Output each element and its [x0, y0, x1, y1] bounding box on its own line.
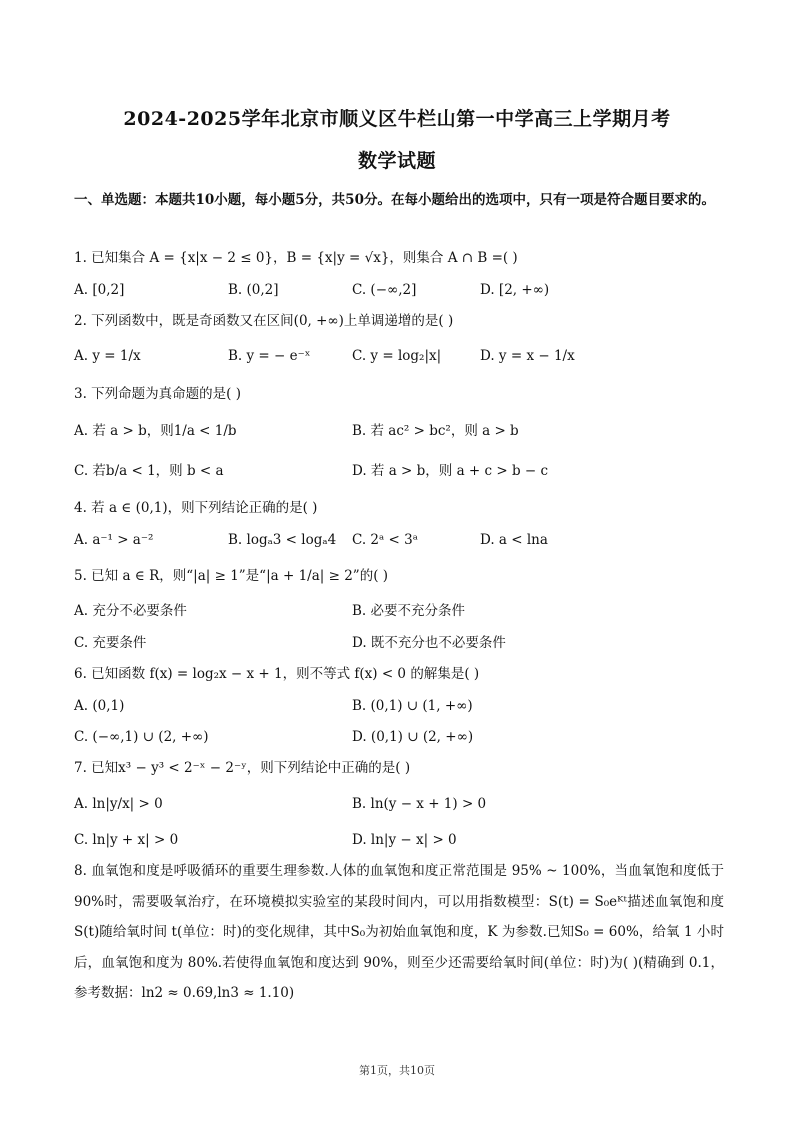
question-7-stem: 7. 已知x³ − y³ < 2⁻ˣ − 2⁻ʸ，则下列结论中正确的是( )	[74, 760, 411, 776]
question-2-stem: 2. 下列函数中，既是奇函数又在区间(0, +∞)上单调递增的是( )	[74, 313, 454, 329]
question-2-option-d: D. y = x − 1/x	[480, 348, 575, 364]
question-5-stem: 5. 已知 a ∈ R，则“|a| ≥ 1”是“|a + 1/a| ≥ 2”的( )	[74, 568, 389, 584]
question-7-option-c: C. ln|y + x| > 0	[74, 832, 179, 848]
question-6-option-b: B. (0,1) ∪ (1, +∞)	[352, 698, 473, 714]
question-6-option-c: C. (−∞,1) ∪ (2, +∞)	[74, 729, 209, 745]
question-6-option-d: D. (0,1) ∪ (2, +∞)	[352, 729, 474, 745]
question-7-option-d: D. ln|y − x| > 0	[352, 832, 457, 848]
question-4-option-a: A. a⁻¹ > a⁻²	[74, 532, 154, 548]
question-3-option-c: C. 若b/a < 1，则 b < a	[74, 463, 224, 479]
page-footer: 第1页，共10页	[359, 1064, 435, 1077]
question-3-option-a: A. 若 a > b，则1/a < 1/b	[74, 423, 237, 439]
question-1-option-d: D. [2, +∞)	[480, 282, 550, 298]
question-3-stem: 3. 下列命题为真命题的是( )	[74, 386, 241, 402]
question-7-option-a: A. ln|y/x| > 0	[74, 796, 163, 812]
exam-title: 2024-2025学年北京市顺义区牛栏山第一中学高三上学期月考	[123, 108, 671, 130]
question-5-option-d: D. 既不充分也不必要条件	[352, 635, 506, 651]
question-3-option-d: D. 若 a > b，则 a + c > b − c	[352, 463, 549, 479]
question-1-option-b: B. (0,2]	[228, 282, 279, 298]
question-8-stem: 8. 血氧饱和度是呼吸循环的重要生理参数.人体的血氧饱和度正常范围是 95% ~ 100%，当血氧饱和度低于90%时，需要吸氧治疗，在环境模拟实验室的某段时间内，可以用指数模型：S(t) = S₀eᴷᵗ描述血氧饱和度S(t)随给氧时间 t(单位：时)的变化规律，其中S₀为初始血氧饱和度，K 为参数.已知S₀ = 60%，给氧 1 小时后，血氧饱和度为 80%.若使得血氧饱和度达到 90%，则至少还需要给氧时间(单位：时)为( )(精确到 0.1，参考数据：ln2 ≈ 0.69,ln3 ≈ 1.10)	[74, 863, 724, 1001]
question-2-option-c: C. y = log₂|x|	[352, 348, 442, 364]
question-6-stem: 6. 已知函数 f(x) = log₂x − x + 1，则不等式 f(x) < 0 的解集是( )	[74, 666, 480, 682]
section-heading: 一、单选题：本题共10小题，每小题5分，共50分。在每小题给出的选项中，只有一项是符合题目要求的。	[74, 192, 715, 208]
question-4-option-d: D. a < lna	[480, 532, 548, 548]
exam-subtitle: 数学试题	[357, 150, 436, 172]
question-3-option-b: B. 若 ac² > bc²，则 a > b	[352, 423, 519, 439]
question-5-option-b: B. 必要不充分条件	[352, 603, 466, 619]
question-2-option-a: A. y = 1/x	[74, 348, 141, 364]
question-1-option-c: C. (−∞,2]	[352, 282, 417, 298]
question-4-option-b: B. logₐ3 < logₐ4	[228, 532, 337, 548]
question-1-option-a: A. [0,2]	[74, 282, 125, 298]
question-7-option-b: B. ln(y − x + 1) > 0	[352, 796, 487, 812]
question-5-option-a: A. 充分不必要条件	[74, 603, 187, 619]
question-6-option-a: A. (0,1)	[74, 698, 125, 714]
question-4-stem: 4. 若 a ∈ (0,1)，则下列结论正确的是( )	[74, 500, 318, 516]
question-2-option-b: B. y = − e⁻ˣ	[228, 348, 311, 364]
question-1-stem: 1. 已知集合 A = {x|x − 2 ≤ 0}，B = {x|y = √x}，则集合 A ∩ B =( )	[74, 250, 518, 266]
question-4-option-c: C. 2ᵃ < 3ᵃ	[352, 532, 418, 548]
question-5-option-c: C. 充要条件	[74, 635, 147, 651]
